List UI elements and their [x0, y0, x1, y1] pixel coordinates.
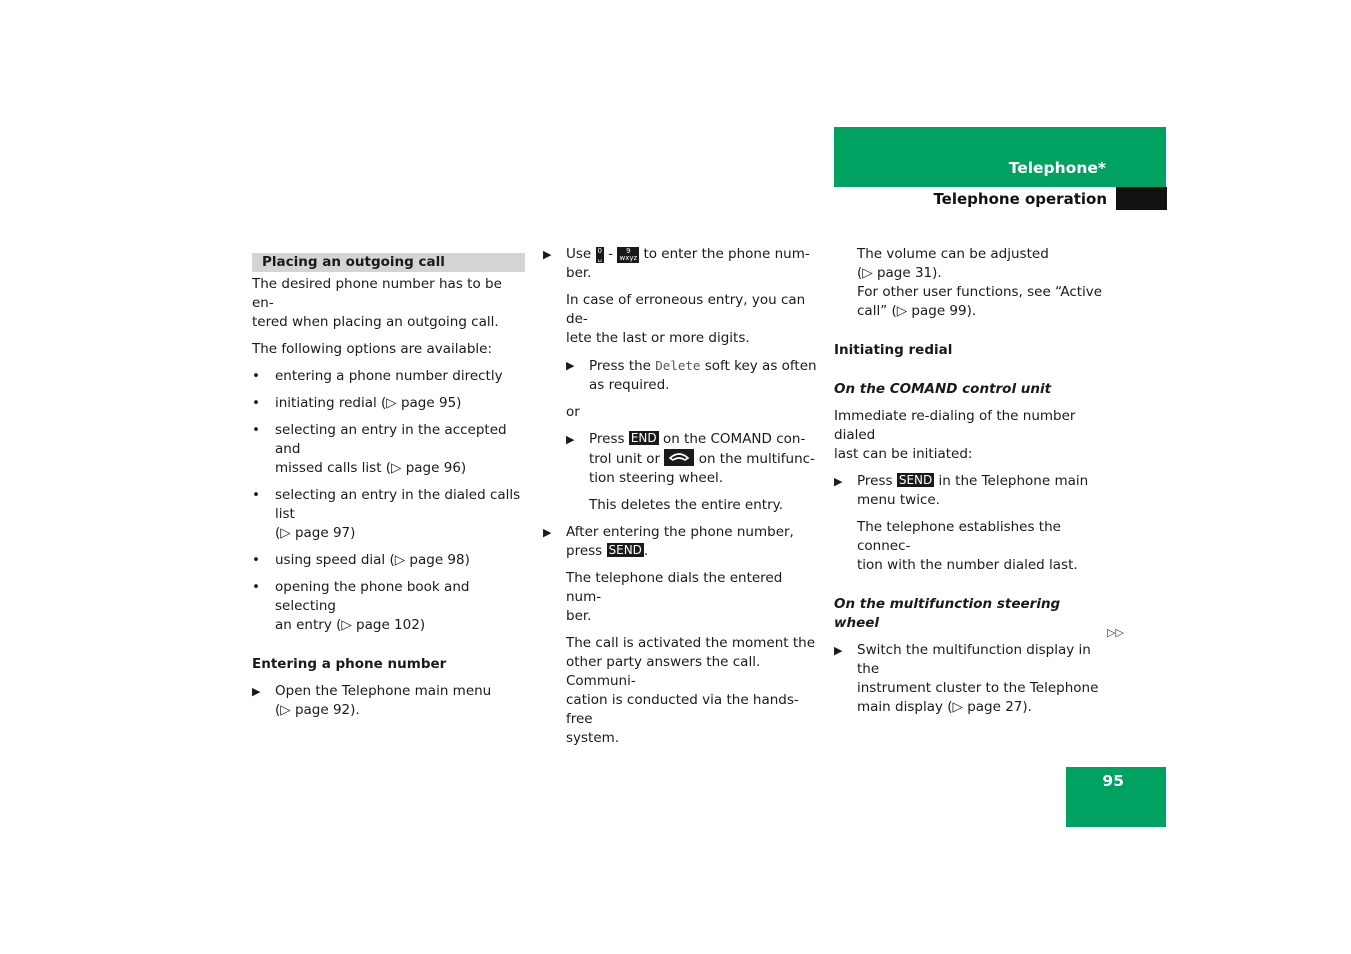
or-label: or	[566, 404, 580, 420]
step	[252, 682, 525, 720]
subheading-italic: On the COMAND control unit	[834, 381, 1052, 397]
list-item-text: • selecting an entry in the dialed calls list	[275, 487, 521, 522]
body-line: tion with the number dialed last.	[857, 557, 1078, 573]
intro-line: The desired phone number has to be en-	[252, 276, 502, 311]
body-line: In case of erroneous entry, you can de-	[566, 292, 806, 327]
send-key: SEND	[608, 543, 642, 557]
step-text: soft key as often	[704, 358, 817, 374]
list-item	[252, 578, 525, 635]
body-line: The telephone establishes the connec-	[857, 519, 1061, 554]
step-text: instrument cluster to the Telephone	[857, 680, 1099, 696]
step-text: (▷ page 92).	[275, 702, 360, 718]
list-item-text: missed calls list (▷ page 96)	[275, 460, 467, 476]
list-item-text: • selecting an entry in the accepted and	[275, 422, 507, 457]
step-text: Press	[589, 431, 625, 447]
step-text: press	[566, 543, 603, 559]
subheading-italic: On the multifunction steering wheel	[834, 596, 1061, 631]
option-list	[252, 367, 525, 635]
step-text: Use	[566, 246, 592, 262]
body-line: This deletes the entire entry.	[589, 497, 783, 513]
step-arrow-icon: ▶	[543, 526, 552, 539]
body-line: The call is activated the moment the	[566, 635, 816, 651]
body-line: For other user functions, see “Active	[857, 284, 1103, 300]
step	[834, 641, 1109, 717]
list-item	[252, 551, 525, 570]
body-line: lete the last or more digits.	[566, 330, 750, 346]
list-item-text: • initiating redial (▷ page 95)	[275, 395, 462, 411]
step-text: tion steering wheel.	[589, 470, 724, 486]
list-item-text: • using speed dial (▷ page 98)	[275, 552, 470, 568]
body-line: ber.	[566, 608, 592, 624]
dash: -	[608, 246, 614, 262]
body-line: cation is conducted via the hands-free	[566, 692, 799, 727]
column-3	[834, 245, 1109, 717]
column-2	[543, 245, 819, 748]
step-text: Open the Telephone main menu	[275, 683, 492, 699]
step-text: on the multifunc-	[698, 451, 815, 467]
step-text: main display (▷ page 27).	[857, 699, 1032, 715]
options-lead: The following options are available:	[252, 341, 493, 357]
page-number: 95	[1102, 772, 1124, 790]
body-line: last can be initiated:	[834, 446, 973, 462]
step	[566, 356, 819, 395]
step-arrow-icon: ▶	[566, 433, 575, 446]
step	[543, 523, 819, 561]
section-heading: Placing an outgoing call	[252, 253, 525, 272]
body-line: The volume can be adjusted	[857, 246, 1049, 262]
key-0: 0 ␣	[597, 247, 602, 262]
step-text: Press	[857, 473, 893, 489]
step-text: on the COMAND con-	[662, 431, 806, 447]
header-band	[834, 127, 1166, 187]
list-item-text: • opening the phone book and selecting	[275, 579, 470, 614]
step-text: After entering the phone number,	[566, 524, 794, 540]
list-item	[252, 421, 525, 478]
list-item-text: • entering a phone number directly	[275, 368, 503, 384]
step-text: to enter the phone num-	[643, 246, 810, 262]
step-text: in the Telephone main	[938, 473, 1089, 489]
intro-line: tered when placing an outgoing call.	[252, 314, 499, 330]
list-item-text: (▷ page 97)	[275, 525, 356, 541]
header-marker	[1116, 187, 1167, 210]
step-text: menu twice.	[857, 492, 940, 508]
step-arrow-icon: ▶	[252, 685, 261, 698]
step-text: Press the	[589, 358, 651, 374]
step-arrow-icon: ▶	[566, 359, 575, 372]
chapter-title: Telephone*	[1008, 159, 1106, 177]
section-title: Telephone operation	[933, 190, 1107, 208]
step-text: trol unit or	[589, 451, 661, 467]
step-text: Switch the multifunction display in the	[857, 642, 1091, 677]
key-9: 9 wxyz	[619, 247, 638, 262]
body-line: call” (▷ page 99).	[857, 303, 977, 319]
step-text: .	[643, 543, 649, 559]
list-item-text: an entry (▷ page 102)	[275, 617, 426, 633]
step-text: as required.	[589, 377, 670, 393]
send-key: SEND	[898, 473, 933, 487]
step	[543, 245, 819, 283]
list-item	[252, 394, 525, 413]
step-text: ber.	[566, 265, 592, 281]
body-line: Immediate re-dialing of the number dialed	[834, 408, 1076, 443]
hang-up-icon	[664, 449, 694, 466]
end-key: END	[630, 431, 657, 445]
delete-softkey: Delete	[655, 358, 701, 373]
step	[834, 472, 1109, 510]
list-item	[252, 486, 525, 543]
list-item	[252, 367, 525, 386]
column-1	[252, 253, 525, 720]
continue-icon: ▷▷	[1107, 626, 1124, 639]
subheading: Initiating redial	[834, 342, 953, 358]
step-arrow-icon: ▶	[543, 248, 552, 261]
body-line: other party answers the call. Communi-	[566, 654, 761, 689]
body-line: The telephone dials the entered num-	[566, 570, 783, 605]
body-line: system.	[566, 730, 620, 746]
step	[566, 430, 819, 488]
step-arrow-icon: ▶	[834, 475, 843, 488]
step-arrow-icon: ▶	[834, 644, 843, 657]
subheading: Entering a phone number	[252, 656, 447, 672]
body-line: (▷ page 31).	[857, 265, 942, 281]
